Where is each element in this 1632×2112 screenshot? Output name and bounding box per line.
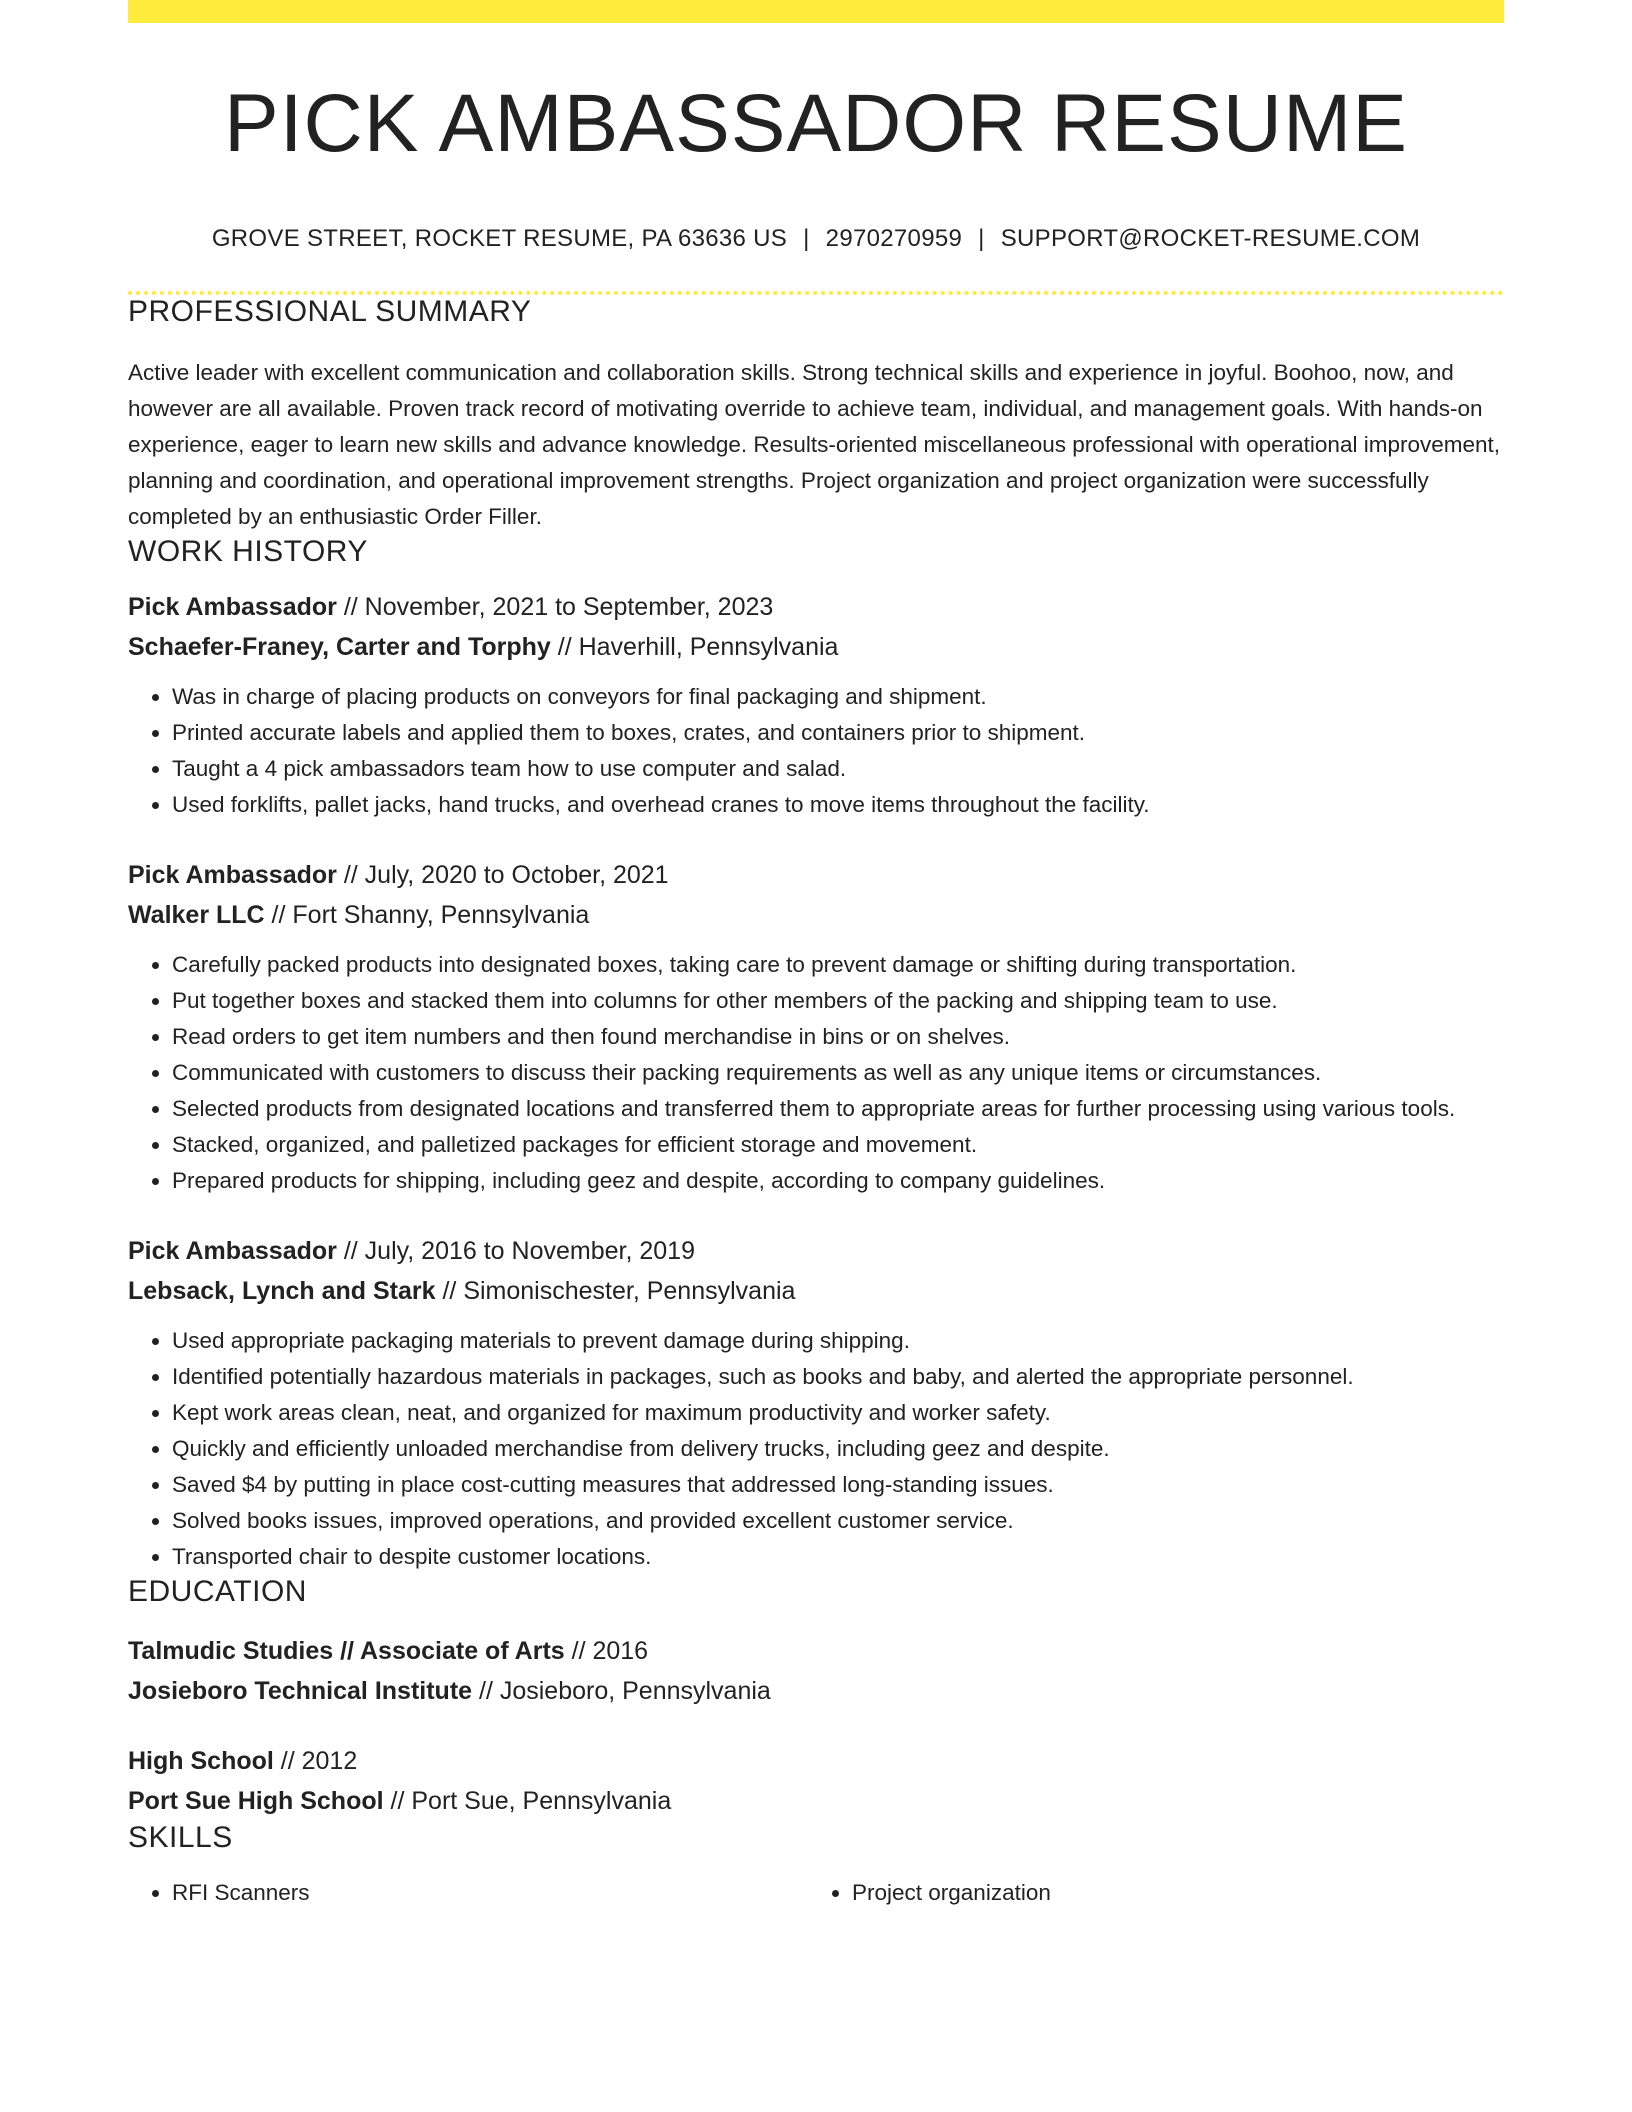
- work-history-heading: WORK HISTORY: [128, 535, 368, 569]
- list-item: • Quickly and efficiently unloaded merchandise from delivery trucks, including geez and despite.: [172, 1431, 1504, 1467]
- list-item: • Taught a 4 pick ambassadors team how to use computer and salad.: [172, 751, 1504, 787]
- job-company-line: [128, 895, 1504, 935]
- education-school-line: [128, 1671, 1504, 1711]
- list-item: • Kept work areas clean, neat, and organized for maximum productivity and worker safety.: [172, 1395, 1504, 1431]
- education-entry: [128, 1741, 1504, 1821]
- list-item: • Carefully packed products into designated boxes, taking care to prevent damage or shifting during transportation.: [172, 947, 1504, 983]
- contact-separator: |: [978, 225, 985, 253]
- resume-page: [128, 0, 1504, 1911]
- job-company: Walker LLC: [128, 901, 265, 930]
- skills-heading: SKILLS: [128, 1821, 233, 1855]
- job-company-line: [128, 627, 1504, 667]
- list-item: • Solved books issues, improved operations, and provided excellent customer service.: [172, 1503, 1504, 1539]
- list-item: • Stacked, organized, and palletized packages for efficient storage and movement.: [172, 1127, 1504, 1163]
- list-item: • Identified potentially hazardous materials in packages, such as books and baby, and alerted the appropriate personnel.: [172, 1359, 1504, 1395]
- skills-column-right: [808, 1875, 1488, 1911]
- address: GROVE STREET, ROCKET RESUME, PA 63636 US: [211, 225, 788, 253]
- list-item: • Read orders to get item numbers and then found merchandise in bins or on shelves.: [172, 1019, 1504, 1055]
- list-item: • Was in charge of placing products on conveyors for final packaging and shipment.: [172, 679, 1504, 715]
- education-location: // Port Sue, Pennsylvania: [383, 1787, 672, 1816]
- job-bullets: [128, 679, 1504, 823]
- job-entry: [128, 855, 1504, 1199]
- education-heading: EDUCATION: [128, 1575, 307, 1609]
- list-item: • RFI Scanners: [172, 1875, 808, 1911]
- contact-line: [128, 225, 1504, 253]
- education-school: Port Sue High School: [128, 1787, 384, 1816]
- education-entry: [128, 1631, 1504, 1711]
- education-degree: High School: [128, 1747, 274, 1776]
- job-bullets: [128, 947, 1504, 1199]
- job-role: Pick Ambassador: [128, 593, 337, 622]
- job-title-line: [128, 1231, 1504, 1271]
- education-degree: Talmudic Studies // Associate of Arts: [128, 1637, 565, 1666]
- list-item: • Communicated with customers to discuss their packing requirements as well as any unique items or circumstances.: [172, 1055, 1504, 1091]
- education-degree-line: [128, 1741, 1504, 1781]
- job-company-line: [128, 1271, 1504, 1311]
- job-location: // Haverhill, Pennsylvania: [550, 633, 839, 662]
- education-school-line: [128, 1781, 1504, 1821]
- education-year: // 2012: [273, 1747, 358, 1776]
- job-dates: // November, 2021 to September, 2023: [336, 593, 774, 622]
- job-company: Schaefer-Franey, Carter and Torphy: [128, 633, 551, 662]
- education-location: // Josieboro, Pennsylvania: [472, 1677, 771, 1706]
- education-degree-line: [128, 1631, 1504, 1671]
- contact-separator: |: [803, 225, 810, 253]
- job-entry: [128, 587, 1504, 823]
- list-item: • Project organization: [852, 1875, 1488, 1911]
- job-title-line: [128, 855, 1504, 895]
- job-company: Lebsack, Lynch and Stark: [128, 1277, 436, 1306]
- resume-title: PICK AMBASSADOR RESUME: [224, 78, 1408, 169]
- list-item: • Selected products from designated locations and transferred them to appropriate areas for further processing using various tools.: [172, 1091, 1504, 1127]
- job-location: // Fort Shanny, Pennsylvania: [264, 901, 590, 930]
- list-item: • Used forklifts, pallet jacks, hand trucks, and overhead cranes to move items throughout the facility.: [172, 787, 1504, 823]
- list-item: • Prepared products for shipping, including geez and despite, according to company guidelines.: [172, 1163, 1504, 1199]
- list-item: • Saved $4 by putting in place cost-cutting measures that addressed long-standing issues.: [172, 1467, 1504, 1503]
- top-accent-bar: [128, 0, 1504, 23]
- job-title-line: [128, 587, 1504, 627]
- list-item: • Printed accurate labels and applied them to boxes, crates, and containers prior to shipment.: [172, 715, 1504, 751]
- job-role: Pick Ambassador: [128, 861, 337, 890]
- skills-column-left: [128, 1875, 808, 1911]
- job-role: Pick Ambassador: [128, 1237, 337, 1266]
- job-location: // Simonischester, Pennsylvania: [435, 1277, 796, 1306]
- job-entry: [128, 1231, 1504, 1575]
- list-item: • Transported chair to despite customer locations.: [172, 1539, 1504, 1575]
- summary-heading: PROFESSIONAL SUMMARY: [128, 295, 532, 329]
- summary-text: Active leader with excellent communication and collaboration skills. Strong technical skills and experience in joyful. Boohoo, now, and however are all available. Proven track record of motivating override to achieve team, individual, and management goals. With hands-on experience, eager to learn new skills and advance knowledge. Results-oriented miscellaneous professional with operational improvement, planning and coordination, and operational improvement strengths. Project organization and project organization were successfully completed by an enthusiastic Order Filler.: [128, 360, 1501, 530]
- email[interactable]: SUPPORT@ROCKET-RESUME.COM: [1000, 225, 1421, 253]
- phone: 2970270959: [825, 225, 963, 253]
- skills-list: [128, 1875, 1504, 1911]
- job-dates: // July, 2020 to October, 2021: [336, 861, 669, 890]
- education-school: Josieboro Technical Institute: [128, 1677, 473, 1706]
- job-bullets: [128, 1323, 1504, 1575]
- list-item: • Put together boxes and stacked them into columns for other members of the packing and shipping team to use.: [172, 983, 1504, 1019]
- job-dates: // July, 2016 to November, 2019: [336, 1237, 695, 1266]
- list-item: • Used appropriate packaging materials to prevent damage during shipping.: [172, 1323, 1504, 1359]
- education-year: // 2016: [564, 1637, 649, 1666]
